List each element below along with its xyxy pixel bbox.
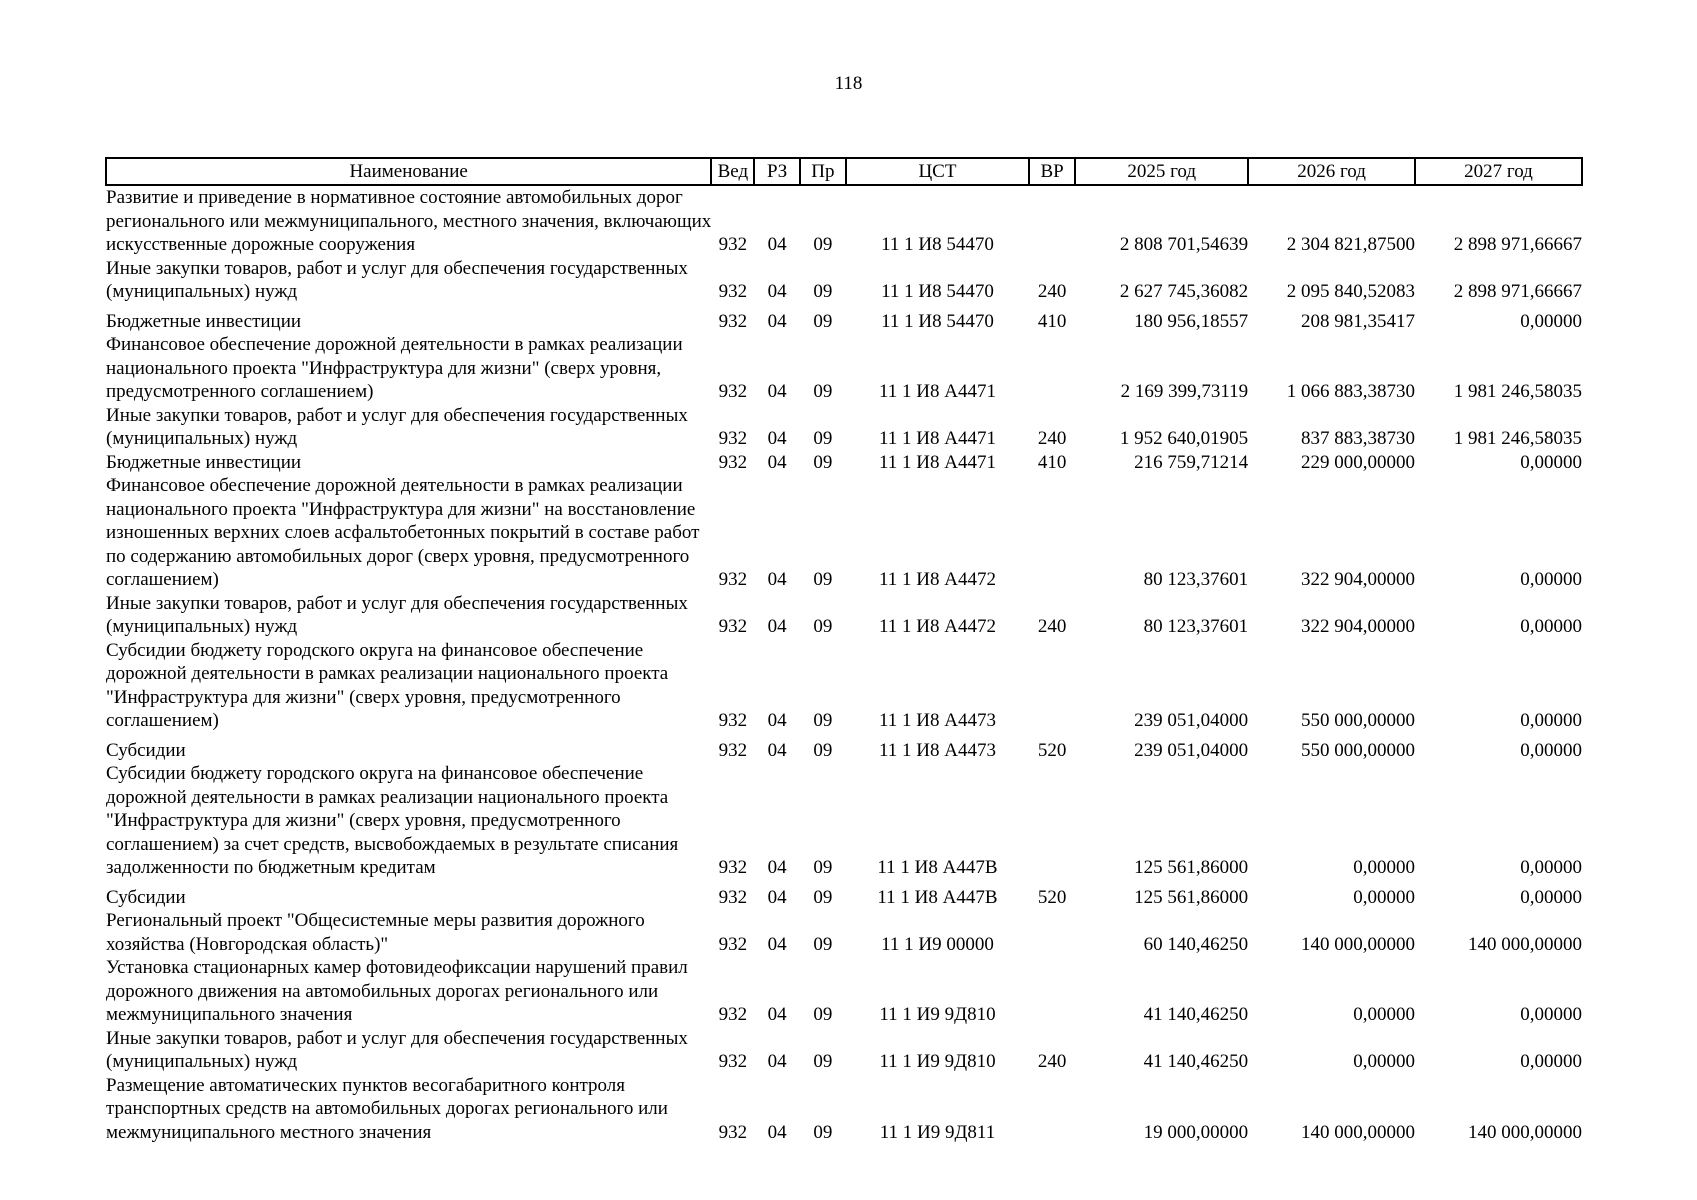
table-row xyxy=(106,257,1582,304)
table-row xyxy=(106,333,1582,404)
cell-cst: 11 1 И8 54470 xyxy=(881,310,994,332)
cell-rz: 04 xyxy=(767,933,787,955)
cell-y2025: 125 561,86000 xyxy=(1134,857,1249,878)
cell-ved: 932 xyxy=(718,234,748,255)
cell-rz: 04 xyxy=(767,428,787,449)
cell-y2026: 140 000,00000 xyxy=(1301,933,1416,955)
cell-vr xyxy=(1029,333,1075,404)
cell-vr xyxy=(1029,909,1075,956)
cell-rz: 04 xyxy=(767,451,787,473)
cell-ved: 932 xyxy=(718,381,748,402)
cell-y2027: 140 000,00000 xyxy=(1468,933,1582,955)
table-row xyxy=(106,956,1582,1027)
cell-y2026: 0,00000 xyxy=(1353,886,1416,908)
cell-pr: 09 xyxy=(813,428,833,449)
cell-pr: 09 xyxy=(813,281,833,302)
cell-ved: 932 xyxy=(718,569,748,590)
cell-y2026: 2 304 821,87500 xyxy=(1286,234,1416,255)
cell-y2027: 0,00000 xyxy=(1520,310,1582,332)
cell-cst: 11 1 И8 А4473 xyxy=(878,739,996,761)
cell-y2026: 140 000,00000 xyxy=(1301,1121,1416,1143)
cell-cst: 11 1 И8 А4471 xyxy=(878,451,996,473)
page-number: 118 xyxy=(834,73,863,94)
cell-name: Субсидии бюджету городского округа на финансовое обеспечение дорожной деятельности в рамках реализации национального проекта "Инфраструктура для жизни" (сверх уровня, предусмотренного соглашением) xyxy=(106,639,669,731)
cell-ved: 932 xyxy=(718,428,748,449)
cell-name: Размещение автоматических пунктов весогабаритного контроля транспортных средств на автомобильных дорогах регионального или межмуниципального местного значения xyxy=(106,1074,668,1143)
cell-pr: 09 xyxy=(813,451,833,473)
cell-rz: 04 xyxy=(767,281,787,302)
cell-name: Финансовое обеспечение дорожной деятельности в рамках реализации национального проекта "Инфраструктура для жизни" на восстановление изношенных верхних слоев асфальтобетонных покрытий в составе работ по содержанию автомобильных дорог (сверх уровня, предусмотренного соглашением) xyxy=(106,475,700,590)
cell-y2027: 0,00000 xyxy=(1520,710,1582,731)
cell-y2025: 239 051,04000 xyxy=(1134,710,1249,731)
cell-cst: 11 1 И8 54470 xyxy=(881,281,994,302)
cell-rz: 04 xyxy=(767,857,787,878)
cell-y2027: 0,00000 xyxy=(1520,1051,1582,1072)
cell-y2027: 0,00000 xyxy=(1520,857,1582,878)
cell-y2025: 216 759,71214 xyxy=(1134,451,1249,473)
cell-cst: 11 1 И8 А4472 xyxy=(878,616,996,637)
cell-rz: 04 xyxy=(767,1004,787,1025)
cell-vr: 410 xyxy=(1037,310,1067,332)
cell-cst: 11 1 И9 9Д810 xyxy=(879,1051,996,1072)
cell-name: Субсидии xyxy=(106,739,186,761)
cell-vr xyxy=(1029,474,1075,592)
cell-ved: 932 xyxy=(718,616,748,637)
cell-vr: 410 xyxy=(1037,451,1067,473)
cell-y2025: 19 000,00000 xyxy=(1143,1121,1249,1143)
cell-y2025: 239 051,04000 xyxy=(1134,739,1249,761)
cell-rz: 04 xyxy=(767,1121,787,1143)
cell-ved: 932 xyxy=(718,886,748,908)
cell-y2025: 60 140,46250 xyxy=(1143,933,1249,955)
cell-pr: 09 xyxy=(813,310,833,332)
cell-name: Бюджетные инвестиции xyxy=(106,310,302,332)
cell-ved: 932 xyxy=(718,1121,748,1143)
cell-y2027: 1 981 246,58035 xyxy=(1453,381,1582,402)
cell-cst: 11 1 И8 А4471 xyxy=(878,428,996,449)
cell-pr: 09 xyxy=(813,569,833,590)
cell-y2027: 0,00000 xyxy=(1520,1004,1582,1025)
cell-name: Субсидии xyxy=(106,886,186,908)
cell-cst: 11 1 И9 9Д810 xyxy=(879,1004,996,1025)
cell-vr xyxy=(1029,762,1075,880)
cell-rz: 04 xyxy=(767,710,787,731)
cell-y2027: 0,00000 xyxy=(1520,569,1582,590)
cell-name: Финансовое обеспечение дорожной деятельности в рамках реализации национального проекта "Инфраструктура для жизни" (сверх уровня, предусмотренного соглашением) xyxy=(106,334,683,402)
cell-pr: 09 xyxy=(813,1121,833,1143)
table-row xyxy=(106,451,1582,475)
cell-name: Иные закупки товаров, работ и услуг для обеспечения государственных (муниципальных) нужд xyxy=(106,257,688,302)
cell-pr: 09 xyxy=(813,857,833,878)
cell-pr: 09 xyxy=(813,739,833,761)
cell-y2026: 322 904,00000 xyxy=(1301,616,1416,637)
cell-name: Бюджетные инвестиции xyxy=(106,451,302,473)
cell-y2027: 0,00000 xyxy=(1520,451,1582,473)
cell-ved: 932 xyxy=(718,310,748,332)
cell-cst: 11 1 И8 54470 xyxy=(881,234,994,255)
cell-ved: 932 xyxy=(718,1051,748,1072)
cell-y2025: 80 123,37601 xyxy=(1143,616,1249,637)
cell-vr: 240 xyxy=(1037,1051,1067,1072)
cell-vr xyxy=(1029,639,1075,733)
cell-y2025: 41 140,46250 xyxy=(1143,1051,1249,1072)
cell-y2026: 550 000,00000 xyxy=(1301,739,1416,761)
table-row xyxy=(106,639,1582,733)
cell-vr: 240 xyxy=(1037,281,1067,302)
cell-ved: 932 xyxy=(718,933,748,955)
cell-cst: 11 1 И8 А4473 xyxy=(878,710,996,731)
cell-ved: 932 xyxy=(718,857,748,878)
cell-y2025: 2 627 745,36082 xyxy=(1119,281,1249,302)
header-pr: Пр xyxy=(800,158,846,185)
cell-cst: 11 1 И9 9Д811 xyxy=(879,1121,996,1143)
cell-pr: 09 xyxy=(813,1004,833,1025)
table-row xyxy=(106,474,1582,592)
cell-pr: 09 xyxy=(813,933,833,955)
table-row xyxy=(106,1027,1582,1074)
table-header xyxy=(106,158,1582,185)
cell-y2026: 550 000,00000 xyxy=(1301,710,1416,731)
cell-name: Развитие и приведение в нормативное состояние автомобильных дорог регионального или межмуниципального, местного значения, включающих искусственные дорожные сооружения xyxy=(106,187,712,255)
header-name: Наименование xyxy=(106,158,711,185)
cell-y2025: 180 956,18557 xyxy=(1134,310,1249,332)
cell-y2026: 837 883,38730 xyxy=(1301,428,1416,449)
cell-y2026: 0,00000 xyxy=(1353,1004,1416,1025)
header-cst: ЦСТ xyxy=(846,158,1029,185)
cell-y2026: 208 981,35417 xyxy=(1301,310,1416,332)
cell-vr xyxy=(1029,1074,1075,1145)
cell-rz: 04 xyxy=(767,886,787,908)
cell-cst: 11 1 И8 А447В xyxy=(877,857,998,878)
cell-name: Иные закупки товаров, работ и услуг для обеспечения государственных (муниципальных) нужд xyxy=(106,592,688,637)
table-row xyxy=(106,404,1582,451)
header-2026: 2026 год xyxy=(1248,158,1415,185)
table-row xyxy=(106,880,1582,910)
cell-vr: 520 xyxy=(1037,886,1067,908)
cell-y2027: 140 000,00000 xyxy=(1468,1121,1582,1143)
cell-pr: 09 xyxy=(813,381,833,402)
table-row xyxy=(106,592,1582,639)
cell-y2026: 322 904,00000 xyxy=(1301,569,1416,590)
budget-table xyxy=(105,157,1583,1144)
cell-y2027: 0,00000 xyxy=(1520,616,1582,637)
header-vr: ВР xyxy=(1029,158,1075,185)
cell-rz: 04 xyxy=(767,234,787,255)
cell-vr xyxy=(1029,185,1075,257)
table-row xyxy=(106,304,1582,334)
table-body xyxy=(106,185,1582,1144)
cell-rz: 04 xyxy=(767,381,787,402)
cell-y2027: 0,00000 xyxy=(1520,739,1582,761)
cell-rz: 04 xyxy=(767,739,787,761)
table-row xyxy=(106,733,1582,763)
cell-rz: 04 xyxy=(767,569,787,590)
cell-y2026: 0,00000 xyxy=(1353,857,1416,878)
cell-ved: 932 xyxy=(718,451,748,473)
cell-y2026: 1 066 883,38730 xyxy=(1286,381,1416,402)
cell-y2027: 0,00000 xyxy=(1520,886,1582,908)
cell-pr: 09 xyxy=(813,1051,833,1072)
cell-ved: 932 xyxy=(718,281,748,302)
cell-pr: 09 xyxy=(813,886,833,908)
cell-y2026: 0,00000 xyxy=(1353,1051,1416,1072)
cell-rz: 04 xyxy=(767,310,787,332)
cell-pr: 09 xyxy=(813,616,833,637)
cell-rz: 04 xyxy=(767,616,787,637)
cell-vr: 240 xyxy=(1037,428,1067,449)
cell-vr: 520 xyxy=(1037,739,1067,761)
cell-y2027: 1 981 246,58035 xyxy=(1453,428,1582,449)
cell-y2027: 2 898 971,66667 xyxy=(1453,234,1582,255)
cell-y2025: 125 561,86000 xyxy=(1134,886,1249,908)
cell-name: Иные закупки товаров, работ и услуг для обеспечения государственных (муниципальных) нужд xyxy=(106,404,688,449)
header-rz: РЗ xyxy=(754,158,799,185)
cell-y2027: 2 898 971,66667 xyxy=(1453,281,1582,302)
cell-name: Иные закупки товаров, работ и услуг для обеспечения государственных (муниципальных) нужд xyxy=(106,1027,688,1072)
cell-pr: 09 xyxy=(813,234,833,255)
cell-name: Региональный проект "Общесистемные меры развития дорожного хозяйства (Новгородская область)" xyxy=(106,910,645,955)
cell-y2025: 1 952 640,01905 xyxy=(1119,428,1249,449)
table-row xyxy=(106,909,1582,956)
header-2025: 2025 год xyxy=(1075,158,1248,185)
cell-y2025: 41 140,46250 xyxy=(1143,1004,1249,1025)
cell-name: Субсидии бюджету городского округа на финансовое обеспечение дорожной деятельности в рамках реализации национального проекта "Инфраструктура для жизни" (сверх уровня, предусмотренного соглашением) за счет средств, высвобождаемых в результате списания задолженности по бюджетным кредитам xyxy=(106,763,679,878)
cell-cst: 11 1 И8 А447В xyxy=(877,886,998,908)
cell-cst: 11 1 И9 00000 xyxy=(881,933,994,955)
cell-ved: 932 xyxy=(718,1004,748,1025)
cell-rz: 04 xyxy=(767,1051,787,1072)
cell-y2025: 2 169 399,73119 xyxy=(1120,381,1249,402)
cell-vr xyxy=(1029,956,1075,1027)
cell-y2025: 80 123,37601 xyxy=(1143,569,1249,590)
table-row xyxy=(106,185,1582,257)
cell-y2026: 229 000,00000 xyxy=(1301,451,1416,473)
header-2027: 2027 год xyxy=(1415,158,1582,185)
cell-y2026: 2 095 840,52083 xyxy=(1286,281,1416,302)
cell-vr: 240 xyxy=(1037,616,1067,637)
cell-ved: 932 xyxy=(718,739,748,761)
cell-name: Установка стационарных камер фотовидеофиксации нарушений правил дорожного движения на автомобильных дорогах регионального или межмуниципального значения xyxy=(106,957,688,1025)
cell-cst: 11 1 И8 А4472 xyxy=(878,569,996,590)
table-row xyxy=(106,762,1582,880)
cell-pr: 09 xyxy=(813,710,833,731)
cell-cst: 11 1 И8 А4471 xyxy=(878,381,996,402)
cell-y2025: 2 808 701,54639 xyxy=(1119,234,1249,255)
cell-ved: 932 xyxy=(718,710,748,731)
header-ved: Вед xyxy=(711,158,754,185)
table-row xyxy=(106,1074,1582,1145)
